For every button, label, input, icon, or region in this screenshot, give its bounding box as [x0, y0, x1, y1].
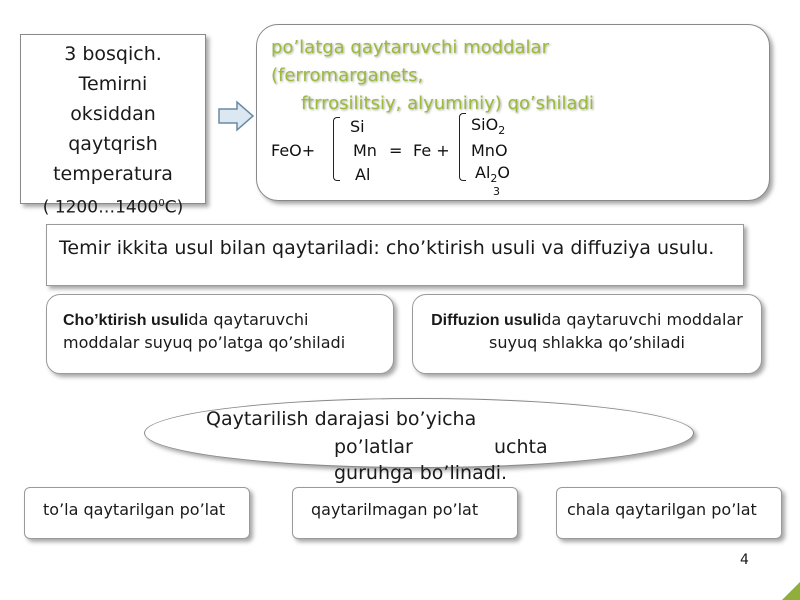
- method-description: da qaytaruvchi moddalar suyuq shlakka qo’shiladi: [489, 310, 743, 352]
- reagent-text-line: (ferromarganets,: [271, 65, 424, 86]
- methods-banner: Temir ikkita usul bilan qaytariladi: cho’ktirish usuli va diffuziya usulu.: [46, 224, 744, 286]
- right-bracket: [459, 113, 466, 181]
- step-line: oksiddan: [70, 103, 156, 125]
- method-description: da qaytaruvchi moddalar suyuq po’latga qo’shiladi: [63, 310, 346, 352]
- equation-product: Fe +: [413, 141, 450, 160]
- equals-sign: =: [389, 141, 403, 160]
- step-box: [20, 34, 206, 218]
- method-name: Diffuzion usuli: [431, 312, 542, 329]
- oxide-al2o3: $Al_2O$: [475, 163, 510, 186]
- group-partially-reduced: chala qaytarilgan po’lat: [556, 487, 782, 539]
- classification-text: uchta: [494, 436, 548, 458]
- precipitation-method-box: [46, 294, 394, 374]
- classification-text: po’latlar: [334, 436, 413, 458]
- step-line: Temirni: [78, 73, 148, 95]
- reagent-box: [256, 24, 770, 201]
- step-title: 3 bosqich.: [64, 43, 162, 65]
- corner-decoration: [782, 582, 800, 600]
- diffusion-method-box: [412, 294, 762, 374]
- reagent-text-line: po’latga qaytaruvchi moddalar: [271, 37, 549, 58]
- page-number: 4: [740, 552, 749, 568]
- classification-text: Qaytarilish darajasi bo’yicha: [206, 408, 477, 430]
- reducer-mn: Mn: [353, 141, 377, 160]
- group-unreduced: qaytarilmagan po’lat: [292, 487, 518, 539]
- reagent-text-line: ftrrosilitsiy, alyuminiy) qo’shiladi: [301, 93, 594, 114]
- group-fully-reduced: to’la qaytarilgan po’lat: [24, 487, 250, 539]
- classification-text: guruhga bo’linadi.: [334, 462, 508, 484]
- left-bracket: [333, 117, 340, 181]
- reducer-al: Al: [355, 165, 371, 184]
- oxide-mno: MnO: [471, 141, 508, 160]
- step-line: qaytqrish: [68, 133, 158, 155]
- right-arrow-icon: [218, 100, 254, 132]
- reducer-si: Si: [350, 117, 365, 136]
- method-name: Cho’ktirish usuli: [63, 312, 189, 329]
- step-line: temperatura: [53, 163, 173, 185]
- oxide-sio2: SiO$_2$: [471, 115, 506, 138]
- equation-reactant: FeO+: [271, 141, 316, 160]
- oxide-al2o3-subscript: 3: [493, 185, 500, 198]
- temperature-range: ( 1200…1400$^0$C): [42, 197, 184, 218]
